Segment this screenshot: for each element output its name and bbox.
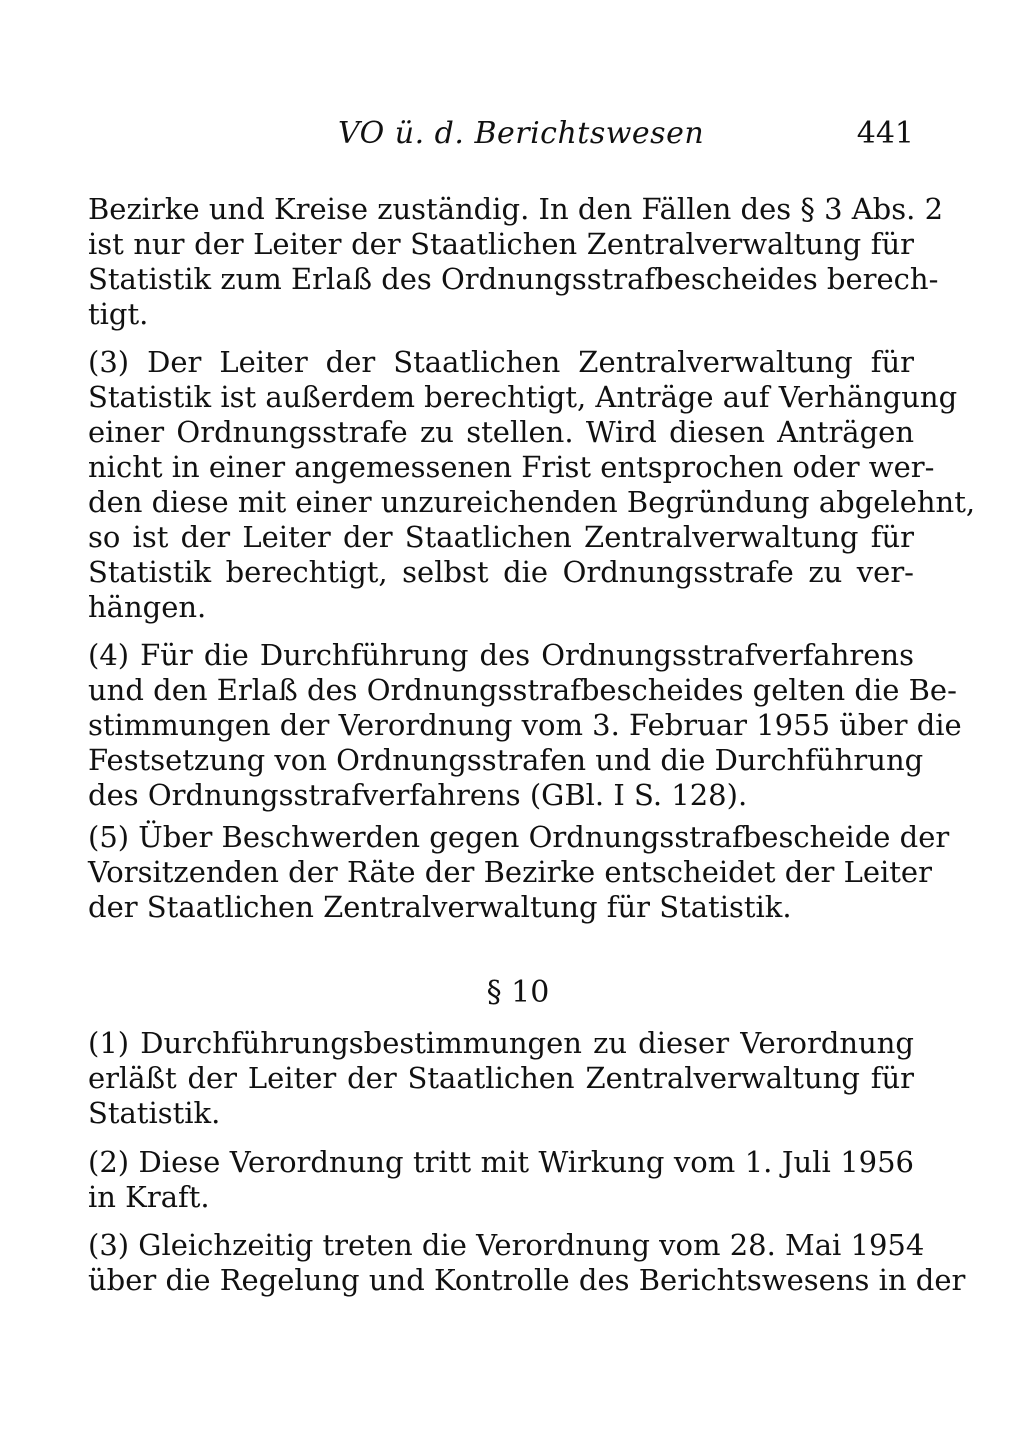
paragraph-5: [88, 820, 950, 925]
running-head: VO ü. d. Berichtswesen: [338, 116, 705, 151]
paragraph-4: [88, 638, 962, 813]
text-line: stimmungen der Verordnung vom 3. Februar 1955 über die: [88, 708, 962, 742]
text-line: (1) Durchführungsbestimmungen zu dieser Verordnung: [88, 1026, 914, 1060]
section-paragraph-2: [88, 1145, 914, 1215]
text-line: Festsetzung von Ordnungsstrafen und die Durchführung: [88, 743, 924, 777]
text-line: Statistik berechtigt, selbst die Ordnungsstrafe zu ver-: [88, 555, 914, 589]
text-line: des Ordnungsstrafverfahrens (GBl. I S. 128).: [88, 778, 748, 812]
text-line: Vorsitzenden der Räte der Bezirke entscheidet der Leiter: [88, 855, 932, 889]
text-line: so ist der Leiter der Staatlichen Zentralverwaltung für: [88, 520, 914, 554]
paragraph-3: [88, 345, 976, 625]
text-line: (3) Gleichzeitig treten die Verordnung vom 28. Mai 1954: [88, 1228, 925, 1262]
paragraph-continuation: [88, 192, 944, 332]
text-line: ist nur der Leiter der Staatlichen Zentralverwaltung für: [88, 227, 914, 261]
text-line: (3) Der Leiter der Staatlichen Zentralverwaltung für: [88, 345, 914, 379]
text-line: tigt.: [88, 297, 149, 331]
text-line: einer Ordnungsstrafe zu stellen. Wird diesen Anträgen: [88, 415, 914, 449]
text-line: erläßt der Leiter der Staatlichen Zentralverwaltung für: [88, 1061, 914, 1095]
section-paragraph-1: [88, 1026, 914, 1131]
text-line: der Staatlichen Zentralverwaltung für Statistik.: [88, 890, 792, 924]
text-line: nicht in einer angemessenen Frist entsprochen oder wer-: [88, 450, 935, 484]
text-line: (4) Für die Durchführung des Ordnungsstrafverfahrens: [88, 638, 914, 672]
text-line: (2) Diese Verordnung tritt mit Wirkung vom 1. Juli 1956: [88, 1145, 914, 1179]
section-heading: § 10: [486, 975, 550, 1010]
text-line: und den Erlaß des Ordnungsstrafbescheides gelten die Be-: [88, 673, 957, 707]
section-paragraph-3: [88, 1228, 966, 1298]
text-line: Statistik zum Erlaß des Ordnungsstrafbescheides berech-: [88, 262, 939, 296]
text-line: Statistik.: [88, 1096, 221, 1130]
text-line: über die Regelung und Kontrolle des Berichtswesens in der: [88, 1263, 966, 1297]
text-line: (5) Über Beschwerden gegen Ordnungsstrafbescheide der: [88, 820, 950, 854]
text-line: hängen.: [88, 590, 207, 624]
text-line: Statistik ist außerdem berechtigt, Anträge auf Verhängung: [88, 380, 958, 414]
text-line: Bezirke und Kreise zuständig. In den Fällen des § 3 Abs. 2: [88, 192, 944, 226]
text-line: den diese mit einer unzureichenden Begründung abgelehnt,: [88, 485, 976, 519]
page-header: [88, 116, 914, 164]
text-line: in Kraft.: [88, 1180, 210, 1214]
page-number: 441: [856, 116, 914, 151]
